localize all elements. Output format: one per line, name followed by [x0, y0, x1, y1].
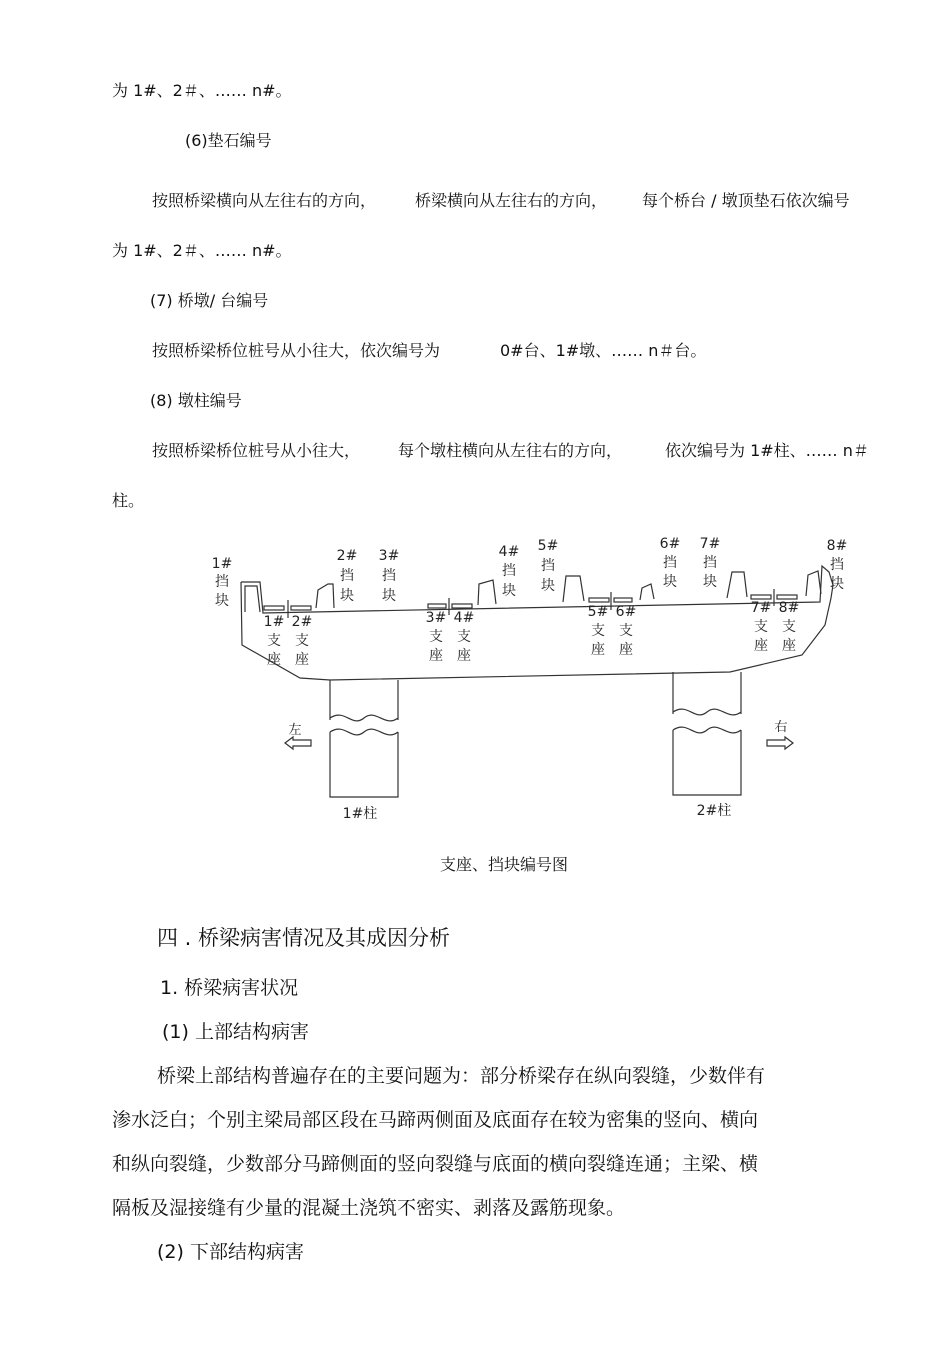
item-heading: (7) 桥墩/ 台编号	[150, 291, 269, 310]
block-label: 块	[382, 588, 396, 604]
bearing-label: 支	[295, 633, 309, 649]
block-label: 挡	[541, 558, 555, 574]
block-label: 挡	[663, 555, 677, 571]
block-label: 挡	[340, 568, 354, 584]
item-heading: (6)垫石编号	[185, 131, 272, 150]
bearing-pad	[589, 598, 609, 602]
bearing-pad	[614, 598, 632, 602]
block-label: 块	[215, 593, 229, 609]
bearing-label: 支	[619, 623, 633, 639]
block-shape	[727, 572, 747, 598]
block-label: 5#	[537, 538, 559, 554]
block-shape	[806, 571, 821, 596]
block-label: 块	[340, 588, 354, 604]
block-label: 4#	[498, 544, 520, 560]
bearing-label: 座	[295, 652, 309, 668]
bearing-label: 座	[591, 642, 605, 658]
text-line: 依次编号为 1#柱、…… n＃	[665, 441, 869, 460]
block-shape	[316, 584, 334, 608]
bearing-label: 3#	[425, 610, 447, 626]
text-line: 按照桥梁桥位桩号从小往大，	[152, 441, 361, 460]
text-line: 按照桥梁桥位桩号从小往大，依次编号为	[152, 341, 441, 360]
block-shape	[563, 576, 584, 602]
block-label: 6#	[659, 536, 681, 552]
bearing-label: 支	[591, 623, 605, 639]
subsection-heading: (1) 上部结构病害	[162, 1021, 309, 1043]
text-line: 按照桥梁横向从左往右的方向，	[152, 191, 377, 210]
subsection-heading: 1. 桥梁病害状况	[160, 977, 299, 999]
bearing-pad	[291, 606, 311, 610]
text-line: 0#台、1#墩、…… n＃台。	[500, 341, 707, 360]
cap-beam-outline	[241, 566, 833, 680]
subsection-heading: (2) 下部结构病害	[157, 1241, 304, 1263]
right-label: 右	[774, 720, 788, 735]
bearing-label: 座	[754, 638, 768, 654]
block-label: 块	[703, 574, 717, 590]
bearing-label: 7#	[750, 600, 772, 616]
block-label: 3#	[378, 548, 400, 564]
bearing-label: 支	[754, 619, 768, 635]
bearing-pad	[264, 606, 284, 610]
column-label: 2#柱	[696, 803, 732, 819]
block-label: 块	[663, 574, 677, 590]
bearing-pad	[777, 595, 797, 599]
bearing-pad	[751, 595, 771, 599]
block-label: 块	[502, 583, 516, 599]
bearing-pad	[428, 604, 446, 608]
right-arrow-icon	[767, 737, 793, 749]
paragraph-line: 和纵向裂缝，少数部分马蹄侧面的竖向裂缝与底面的横向裂缝连通；主梁、横	[112, 1153, 759, 1175]
bearing-label: 座	[457, 648, 471, 664]
text-line: 柱。	[112, 491, 145, 510]
bearing-label: 8#	[778, 600, 800, 616]
left-label: 左	[288, 723, 302, 738]
bearing-block-diagram	[200, 532, 860, 832]
left-arrow-icon	[285, 737, 311, 749]
column-2-shape	[673, 672, 741, 795]
text-line: 桥梁横向从左往右的方向，	[415, 191, 608, 210]
paragraph-line: 隔板及湿接缝有少量的混凝土浇筑不密实、剥落及露筋现象。	[112, 1197, 626, 1219]
text-line: 每个墩柱横向从左往右的方向，	[398, 441, 623, 460]
bearing-label: 5#	[587, 604, 609, 620]
block-label: 挡	[502, 563, 516, 579]
block-shape	[245, 586, 260, 612]
bearing-label: 6#	[615, 604, 637, 620]
block-label: 挡	[830, 557, 844, 573]
text-line: 每个桥台 / 墩顶垫石依次编号	[642, 191, 850, 210]
paragraph-line: 桥梁上部结构普遍存在的主要问题为：部分桥梁存在纵向裂缝，少数伴有	[157, 1065, 766, 1087]
text-line: 为 1#、2＃、…… n#。	[112, 81, 292, 100]
bearing-label: 座	[619, 642, 633, 658]
block-label: 挡	[382, 568, 396, 584]
bearing-label: 支	[267, 633, 281, 649]
block-label: 2#	[336, 548, 358, 564]
block-label: 挡	[215, 574, 229, 590]
figure-caption: 支座、挡块编号图	[440, 855, 569, 874]
bearing-label: 4#	[453, 610, 475, 626]
column-1-shape	[330, 680, 398, 797]
bearing-label: 2#	[291, 614, 313, 630]
block-label: 块	[541, 578, 555, 594]
block-shape	[640, 584, 654, 600]
bearing-label: 支	[457, 629, 471, 645]
bearing-label: 支	[429, 629, 443, 645]
block-label: 8#	[826, 538, 848, 554]
text-line: 为 1#、2＃、…… n#。	[112, 241, 292, 260]
block-label: 7#	[699, 536, 721, 552]
bearing-label: 座	[429, 648, 443, 664]
bearing-pad	[452, 604, 472, 608]
bearing-label: 1#	[263, 614, 285, 630]
bearing-label: 支	[782, 619, 796, 635]
bearing-label: 座	[267, 652, 281, 668]
block-shape	[478, 580, 496, 605]
block-label: 块	[830, 576, 844, 592]
block-label: 1#	[211, 556, 233, 572]
item-heading: (8) 墩柱编号	[150, 391, 242, 410]
block-label: 挡	[703, 555, 717, 571]
bearing-label: 座	[782, 638, 796, 654]
paragraph-line: 渗水泛白；个别主梁局部区段在马蹄两侧面及底面存在较为密集的竖向、横向	[112, 1109, 759, 1131]
section-heading: 四 . 桥梁病害情况及其成因分析	[157, 926, 451, 950]
column-label: 1#柱	[342, 806, 378, 822]
